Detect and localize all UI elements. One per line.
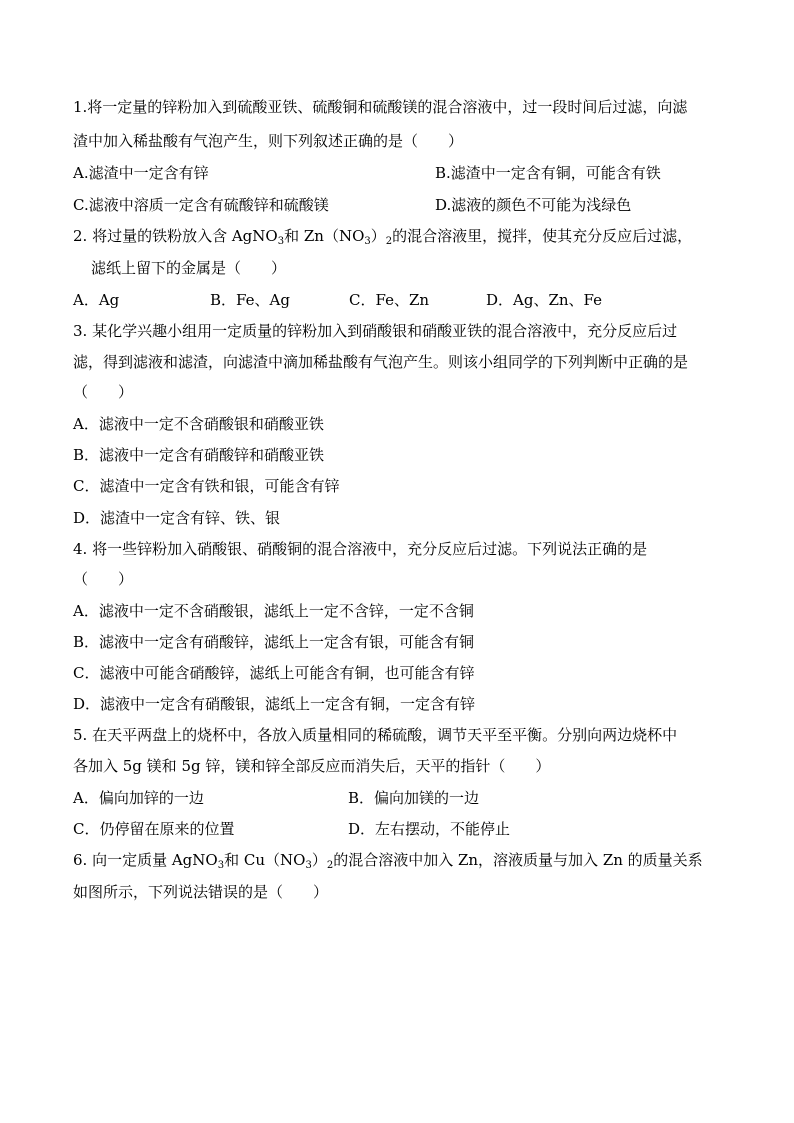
q3-stem-line3: （ ）: [73, 383, 134, 401]
q3-stem-line1: 3. 某化学兴趣小组用一定质量的锌粉加入到硝酸银和硝酸亚铁的混合溶液中，充分反应后过: [73, 322, 678, 340]
q2-option-d: D．Ag、Zn、Fe: [486, 291, 603, 309]
q4-option-c: C．滤液中可能含硝酸锌，滤纸上可能含有铜，也可能含有锌: [73, 664, 475, 682]
q3-option-d: D．滤渣中一定含有锌、铁、银: [73, 509, 281, 527]
q3-stem-line2: 滤，得到滤液和滤渣，向滤渣中滴加稀盐酸有气泡产生。则该小组同学的下列判断中正确的是: [73, 353, 689, 371]
q2-sub-1: 3: [277, 236, 285, 247]
q2-stem-line2: 滤纸上留下的金属是（ ）: [91, 259, 287, 277]
q2-stem-line1: [73, 225, 692, 247]
q6-sub-1: 3: [217, 860, 225, 871]
q2-sub-2: 3: [364, 236, 371, 247]
q1-option-b: B.滤渣中一定含有铜，可能含有铁: [435, 164, 661, 182]
q4-stem-line2: （ ）: [73, 570, 134, 588]
q1-option-a: A.滤渣中一定含有锌: [73, 164, 209, 182]
q4-option-d: D．滤液中一定含有硝酸银，滤纸上一定含有铜，一定含有锌: [73, 695, 476, 713]
q1-stem-line2: 渣中加入稀盐酸有气泡产生，则下列叙述正确的是（ ）: [73, 132, 464, 150]
q1-option-d: D.滤液的颜色不可能为浅绿色: [435, 196, 632, 214]
q2-option-c: C．Fe、Zn: [349, 291, 430, 309]
q5-option-a: A．偏向加锌的一边: [73, 789, 204, 807]
q6-stem-mid: 和 Cu（NO: [224, 851, 306, 869]
q6-sub-3: 2: [326, 860, 334, 871]
q6-stem-pre: 6. 向一定质量 AgNO: [73, 851, 218, 869]
q2-stem-mid: 和 Zn（NO: [284, 227, 365, 245]
q2-stem-close: ）: [370, 227, 386, 245]
q2-stem-pre: 2. 将过量的铁粉放入含 AgNO: [73, 227, 278, 245]
q5-stem-line1: 5. 在天平两盘上的烧杯中，各放入质量相同的稀硫酸，调节天平至平衡。分别向两边烧杯中: [73, 726, 678, 744]
q4-stem-line1: 4. 将一些锌粉加入硝酸银、硝酸铜的混合溶液中，充分反应后过滤。下列说法正确的是: [73, 540, 648, 558]
q3-option-a: A．滤液中一定不含硝酸银和硝酸亚铁: [73, 415, 324, 433]
q5-option-b: B．偏向加镁的一边: [348, 789, 480, 807]
q6-sub-2: 3: [305, 860, 312, 871]
q2-option-b: B．Fe、Ag: [210, 291, 290, 309]
q4-option-a: A．滤液中一定不含硝酸银，滤纸上一定不含锌，一定不含铜: [73, 602, 474, 620]
q3-option-b: B．滤液中一定含有硝酸锌和硝酸亚铁: [73, 446, 325, 464]
q6-stem-line2: 如图所示，下列说法错误的是（ ）: [73, 883, 329, 901]
q1-option-c: C.滤液中溶质一定含有硫酸锌和硫酸镁: [73, 196, 329, 214]
q4-option-b: B．滤液中一定含有硝酸锌，滤纸上一定含有银，可能含有铜: [73, 633, 475, 651]
q2-stem-post: 的混合溶液里，搅拌，使其充分反应后过滤，: [392, 227, 693, 245]
q2-sub-3: 2: [385, 236, 393, 247]
q1-stem-line1: 1.将一定量的锌粉加入到硫酸亚铁、硫酸铜和硫酸镁的混合溶液中，过一段时间后过滤，向滤: [73, 98, 688, 116]
q6-stem-close: ）: [311, 851, 327, 869]
q6-stem-line1: [73, 849, 703, 871]
q6-stem-post: 的混合溶液中加入 Zn，溶液质量与加入 Zn 的质量关系: [333, 851, 703, 869]
q3-option-c: C．滤渣中一定含有铁和银，可能含有锌: [73, 477, 340, 495]
q2-option-a: A．Ag: [73, 291, 120, 309]
q5-stem-line2: 各加入 5g 镁和 5g 锌，镁和锌全部反应而消失后，天平的指针（ ）: [73, 757, 551, 775]
q5-option-c: C．仍停留在原来的位置: [73, 820, 235, 838]
q5-option-d: D．左右摆动，不能停止: [348, 820, 511, 838]
